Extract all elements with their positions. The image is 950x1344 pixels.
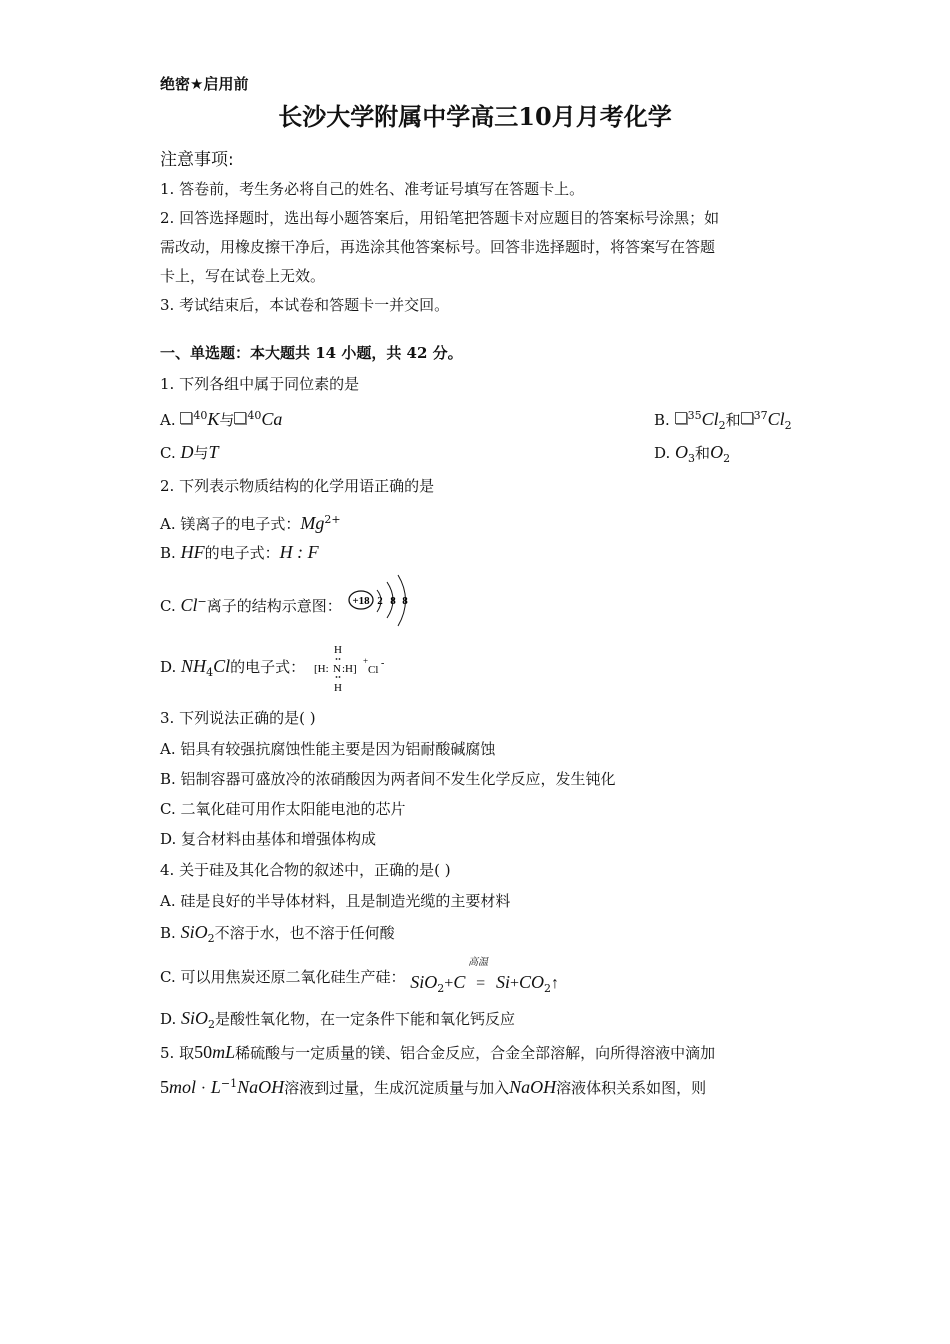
reaction-condition: 高温 xyxy=(468,957,489,968)
q3-option-b: B. 铝制容器可盛放冷的浓硝酸因为两者间不发生化学反应，发生钝化 xyxy=(160,770,616,788)
section-heading: 一、单选题：本大题共 14 小题，共 42 分。 xyxy=(160,344,463,362)
q2-option-c: C. Cl−离子的结构示意图： +18 2 8 8 xyxy=(160,582,419,622)
notice-item-1: 1. 答卷前，考生务必将自己的姓名、准考证号填写在答题卡上。 xyxy=(160,180,585,198)
q5-stem-line1: 5. 取50mL稀硫酸与一定质量的镁、铝合金反应，合金全部溶解，向所得溶液中滴加 xyxy=(160,1042,716,1062)
q4-option-b: B. SiO$_2$不溶于水，也不溶于任何酸 xyxy=(160,922,395,945)
q4-option-a: A. 硅是良好的半导体材料，且是制造光缆的主要材料 xyxy=(160,892,511,910)
q1-option-c: C. D与T D. $O_3$和$O_2$ xyxy=(160,442,219,463)
q5-stem-line2: $5mol \cdot L^{-1}NaOH$溶液到过量，生成沉淀质量与加入NaOH溶液体积关系如图，则 xyxy=(160,1077,707,1097)
placeholder-box-icon xyxy=(180,412,192,424)
q1-option-a: A. $^{40}$K与 $^{40}$Ca B. $^{35}Cl_2$和 $^{37}Cl_2$ xyxy=(160,406,282,430)
svg-text:+: + xyxy=(362,656,368,666)
q3-option-a: A. 铝具有较强抗腐蚀性能主要是因为铝耐酸碱腐蚀 xyxy=(160,740,496,758)
secret-mark: 绝密★启用前 xyxy=(160,75,249,93)
ammonium-chloride-electron-diagram xyxy=(310,642,400,694)
q3-option-c: C. 二氧化硅可用作太阳能电池的芯片 xyxy=(160,800,406,818)
placeholder-box-icon xyxy=(234,412,246,424)
svg-text:2: 2 xyxy=(376,595,383,607)
svg-text:-: - xyxy=(380,658,385,669)
q4-stem: 4. 关于硅及其化合物的叙述中，正确的是( ) xyxy=(160,861,451,879)
q1-option-b: B. $^{35}Cl_2$和 $^{37}Cl_2$ xyxy=(654,409,792,432)
q1-stem: 1. 下列各组中属于同位素的是 xyxy=(160,375,360,393)
svg-text:8: 8 xyxy=(389,595,396,607)
placeholder-box-icon xyxy=(675,412,687,424)
q2-option-b: B. HF的电子式：H : F xyxy=(160,542,319,562)
q2-stem: 2. 下列表示物质结构的化学用语正确的是 xyxy=(160,477,435,495)
q4-option-c: C. 可以用焦炭还原二氧化硅生产硅： SiO$_2$+C 高温 = $Si+CO_2↑$ xyxy=(160,966,559,993)
gas-arrow-icon: ↑ xyxy=(551,975,559,992)
svg-text:[H:: [H: xyxy=(313,663,329,675)
svg-text:+18: +18 xyxy=(351,595,370,607)
option-label: A. xyxy=(160,411,176,429)
notice-item-2-cont: 需改动，用橡皮擦干净后，再选涂其他答案标号。回答非选择题时，将答案写在答题 xyxy=(160,238,716,256)
q3-stem: 3. 下列说法正确的是( ) xyxy=(160,709,316,727)
placeholder-box-icon xyxy=(741,412,753,424)
svg-text::H]: :H] xyxy=(341,663,357,675)
q3-option-d: D. 复合材料由基体和增强体构成 xyxy=(160,830,377,848)
svg-text:8: 8 xyxy=(401,595,408,607)
notice-item-3: 3. 考试结束后，本试卷和答题卡一并交回。 xyxy=(160,296,450,314)
q4-option-d: D. SiO$_2$是酸性氧化物，在一定条件下能和氧化钙反应 xyxy=(160,1008,516,1031)
notice-heading: 注意事项: xyxy=(160,150,234,170)
svg-text:H: H xyxy=(333,644,342,656)
exam-title: 长沙大学附属中学高三10月月考化学 xyxy=(278,102,672,131)
q1-option-d: D. $O_3$和$O_2$ xyxy=(654,442,731,465)
notice-item-2: 2. 回答选择题时，选出每小题答案后，用铅笔把答题卡对应题目的答案标号涂黑；如 xyxy=(160,209,720,227)
q2-option-a: A. 镁离子的电子式：$Mg^{2+}$ xyxy=(160,513,341,533)
q2-option-d: D. $NH_4Cl$的电子式： [H: N :H] H H + Cl - xyxy=(160,640,400,692)
svg-text:N: N xyxy=(332,663,341,675)
svg-text:Cl: Cl xyxy=(367,664,379,676)
svg-text:H: H xyxy=(333,682,342,694)
chloride-ion-structure-diagram xyxy=(347,572,419,628)
notice-item-2-cont2: 卡上，写在试卷上无效。 xyxy=(160,267,326,285)
